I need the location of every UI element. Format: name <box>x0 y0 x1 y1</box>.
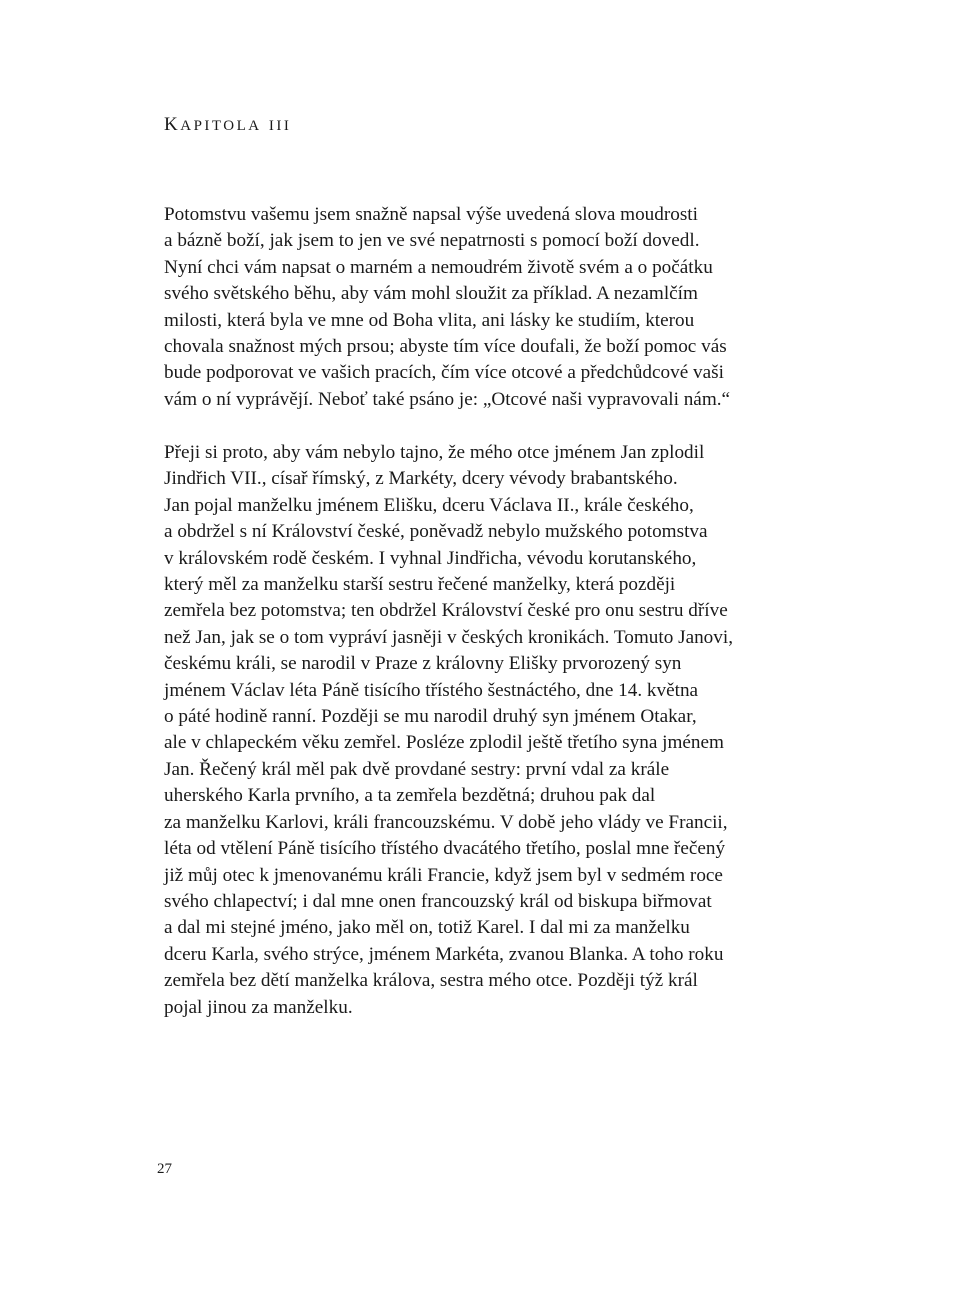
text-line: dceru Karla, svého strýce, jménem Markéta, zvanou Blanka. A toho roku <box>164 943 724 965</box>
text-line: a dal mi stejné jméno, jako měl on, totiž Karel. I dal mi za manželku <box>164 917 690 939</box>
text-line: Jan. Řečený král měl pak dvě provdané sestry: první vdal za krále <box>164 758 670 780</box>
text-line: Jindřich VII., císař římský, z Markéty, dcery vévody brabantského. <box>164 468 678 490</box>
text-line: chovala snažnost mých prsou; abyste tím více doufali, že boží pomoc vás <box>164 336 727 358</box>
text-line: vám o ní vyprávějí. Neboť také psáno je: „Otcové naši vypravovali nám.“ <box>164 388 731 410</box>
text-line: jménem Václav léta Páně tisícího třístého šestnáctého, dne 14. května <box>164 679 699 701</box>
paragraph-genealogy <box>164 440 814 1021</box>
text-line: Jan pojal manželku jménem Elišku, dceru Václava II., krále českého, <box>164 494 694 516</box>
chapter-heading-rest: APITOLA <box>180 118 262 134</box>
text-line: Nyní chci vám napsat o marném a nemoudrém životě svém a o počátku <box>164 256 713 278</box>
page-number: 27 <box>157 1161 172 1177</box>
text-line: a bázně boží, jak jsem to jen ve své nepatrnosti s pomocí boží dovedl. <box>164 230 700 252</box>
text-line: milosti, která byla ve mne od Boha vlita, ani lásky ke studiím, kterou <box>164 309 695 331</box>
text-line: o páté hodině ranní. Později se mu narodil druhý syn jménem Otakar, <box>164 706 697 728</box>
text-line: který měl za manželku starší sestru řečené manželky, která později <box>164 574 676 596</box>
text-line: a obdržel s ní Království české, poněvadž nebylo mužského potomstva <box>164 521 708 543</box>
text-line: uherského Karla prvního, a ta zemřela bezdětná; druhou pak dal <box>164 785 656 807</box>
text-line: léta od vtělení Páně tisícího třístého dvacátého třetího, poslal mne řečený <box>164 838 726 860</box>
text-line: zemřela bez dětí manželka králova, sestra mého otce. Později týž král <box>164 970 698 992</box>
text-line: v královském rodě českém. I vyhnal Jindřicha, vévodu korutanského, <box>164 547 697 569</box>
chapter-heading-initial: K <box>164 114 181 135</box>
text-line: než Jan, jak se o tom vypráví jasněji v českých kronikách. Tomuto Janovi, <box>164 626 734 648</box>
text-line: již můj otec k jmenovanému králi Francie, když jsem byl v sedmém roce <box>164 864 723 886</box>
text-line: ale v chlapeckém věku zemřel. Posléze zplodil ještě třetího syna jménem <box>164 732 724 754</box>
text-line: svého chlapectví; i dal mne onen francouzský král od biskupa biřmovat <box>164 890 712 912</box>
chapter-heading <box>164 114 291 136</box>
text-line: Potomstvu vašemu jsem snažně napsal výše uvedená slova moudrosti <box>164 204 698 225</box>
text-line: za manželku Karlovi, králi francouzskému. V době jeho vlády ve Francii, <box>164 811 728 833</box>
paragraph-intro <box>164 202 814 413</box>
text-line: bude podporovat ve vašich pracích, čím více otcové a předchůdcové vaši <box>164 362 724 384</box>
text-line: pojal jinou za manželku. <box>164 996 353 1018</box>
chapter-number: III <box>268 118 292 134</box>
text-line: zemřela bez potomstva; ten obdržel Království české pro onu sestru dříve <box>164 600 728 622</box>
text-line: českému králi, se narodil v Praze z královny Elišky prvorozený syn <box>164 653 682 675</box>
text-line: svého světského běhu, aby vám mohl sloužit za příklad. A nezamlčím <box>164 283 698 305</box>
text-line: Přeji si proto, aby vám nebylo tajno, že mého otce jménem Jan zplodil <box>164 442 705 463</box>
